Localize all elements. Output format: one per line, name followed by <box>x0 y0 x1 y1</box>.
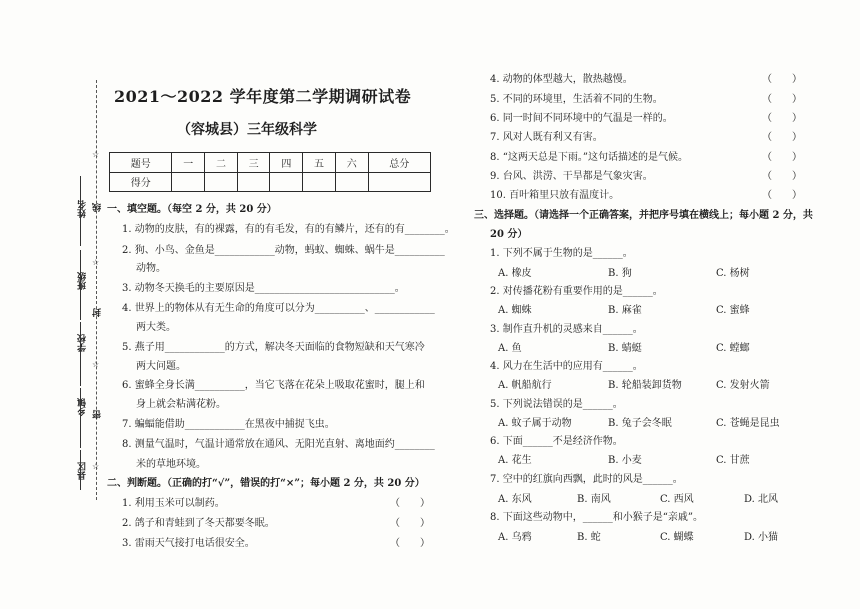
answer-paren[interactable]: （ ） <box>762 171 802 182</box>
answer-paren[interactable]: （ ） <box>762 113 802 124</box>
choice-option-a[interactable]: A. 花生 <box>498 455 532 466</box>
answer-paren[interactable]: （ ） <box>390 518 430 529</box>
county-blank <box>80 450 81 490</box>
table-cell: 一 <box>172 153 205 173</box>
fill-question: 8. 测量气温时，气温计通常放在通风、无阳光直射、离地面约________ <box>122 439 435 450</box>
score-cell[interactable] <box>270 172 303 192</box>
judge-question: 9. 台风、洪涝、干旱都是气象灾害。 <box>490 171 653 182</box>
section3-heading-cont: 20 分） <box>490 229 528 240</box>
choice-option-c[interactable]: C. 杨树 <box>716 268 750 279</box>
seal-char-seal: 封 <box>93 308 103 317</box>
choice-option-c[interactable]: C. 甘蔗 <box>716 455 750 466</box>
choice-question: 3. 制作直升机的灵感来自______。 <box>490 324 643 335</box>
section1-heading: 一、填空题。（每空 2 分，共 20 分） <box>107 204 277 215</box>
school-label: 学校 <box>78 334 88 352</box>
class-label: 班级 <box>78 272 88 290</box>
binding-dashed-line <box>96 80 97 500</box>
answer-paren[interactable]: （ ） <box>762 94 802 105</box>
score-table <box>109 152 431 192</box>
judge-question: 7. 风对人既有利又有害。 <box>490 132 603 143</box>
table-cell: 六 <box>335 153 368 173</box>
choice-option-c[interactable]: C. 发射火箭 <box>716 380 770 391</box>
answer-paren[interactable]: （ ） <box>762 74 802 85</box>
fill-question-cont: 两大问题。 <box>136 361 186 372</box>
fill-question: 2. 狗、小鸟、金鱼是____________动物，蚂蚁、蜘蛛、蜗牛是__________ <box>122 245 445 256</box>
answer-paren[interactable]: （ ） <box>762 132 802 143</box>
judge-question: 5. 不同的环境里，生活着不同的生物。 <box>490 94 663 105</box>
exam-title: 2021～2022 学年度第二学期调研试卷 <box>114 87 412 106</box>
name-blank <box>80 176 81 246</box>
score-table-header-row <box>110 153 431 173</box>
choice-option-d[interactable]: D. 北风 <box>744 494 779 505</box>
choice-option-a[interactable]: A. 蚊子属于动物 <box>498 418 572 429</box>
table-cell: 四 <box>270 153 303 173</box>
county-label: 县区 <box>78 462 88 480</box>
choice-option-a[interactable]: A. 蜘蛛 <box>498 305 532 316</box>
fill-question: 3. 动物冬天换毛的主要原因是____________________________。 <box>122 283 405 294</box>
choice-option-a[interactable]: A. 东风 <box>498 494 532 505</box>
fill-question-cont: 两大类。 <box>136 322 176 333</box>
choice-option-b[interactable]: B. 兔子会冬眠 <box>608 418 672 429</box>
judge-question: 4. 动物的体型越大，散热越慢。 <box>490 74 633 85</box>
star-icon: ☆ <box>92 150 100 159</box>
choice-option-b[interactable]: B. 轮船装卸货物 <box>608 380 682 391</box>
choice-question: 2. 对传播花粉有重要作用的是______。 <box>490 286 663 297</box>
fill-question-cont: 米的草地环境。 <box>136 459 206 470</box>
fill-question: 7. 蝙蝠能借助____________在黑夜中捕捉飞虫。 <box>122 419 335 430</box>
judge-question: 1. 利用玉米可以制药。 <box>122 498 225 509</box>
answer-paren[interactable]: （ ） <box>390 498 430 509</box>
choice-option-b[interactable]: B. 小麦 <box>608 455 642 466</box>
class-blank <box>80 250 81 320</box>
table-cell: 得分 <box>110 172 172 192</box>
judge-question: 3. 雷雨天气接打电话很安全。 <box>122 538 255 549</box>
table-cell: 三 <box>237 153 270 173</box>
score-cell[interactable] <box>237 172 270 192</box>
choice-option-b[interactable]: B. 狗 <box>608 268 632 279</box>
star-icon: ☆ <box>92 360 100 369</box>
score-cell[interactable] <box>368 172 430 192</box>
choice-question: 5. 下列说法错误的是______。 <box>490 399 623 410</box>
choice-option-a[interactable]: A. 乌鸦 <box>498 532 532 543</box>
choice-option-a[interactable]: A. 鱼 <box>498 343 522 354</box>
star-icon: ☆ <box>92 258 100 267</box>
fill-question-cont: 动物。 <box>136 263 166 274</box>
name-label: 姓名 <box>78 200 88 218</box>
judge-question: 8. “这两天总是下雨。”这句话描述的是气候。 <box>490 152 688 163</box>
fill-question: 1. 动物的皮肤，有的裸露，有的有毛发，有的有鳞片，还有的有________。 <box>122 224 455 235</box>
choice-option-b[interactable]: B. 麻雀 <box>608 305 642 316</box>
star-icon: ☆ <box>92 462 100 471</box>
town-blank <box>80 388 81 448</box>
seal-char-secret: 密 <box>93 410 103 419</box>
exam-subtitle: （容城县）三年级科学 <box>177 122 317 138</box>
choice-option-c[interactable]: C. 蜜蜂 <box>716 305 750 316</box>
choice-option-b[interactable]: B. 蜻蜓 <box>608 343 642 354</box>
choice-question: 1. 下列不属于生物的是______。 <box>490 248 633 259</box>
choice-question: 6. 下面______不是经济作物。 <box>490 436 623 447</box>
choice-option-b[interactable]: B. 蛇 <box>577 532 601 543</box>
choice-question: 7. 空中的红旗向西飘，此时的风是______。 <box>490 474 683 485</box>
fill-question: 6. 蜜蜂全身长满__________，当它飞落在花朵上吸取花蜜时，腿上和 <box>122 380 425 391</box>
section3-heading: 三、选择题。（请选择一个正确答案，并把序号填在横线上；每小题 2 分，共 <box>474 210 813 221</box>
fill-question-cont: 身上就会粘满花粉。 <box>136 399 226 410</box>
answer-paren[interactable]: （ ） <box>762 190 802 201</box>
school-blank <box>80 322 81 386</box>
judge-question: 2. 鸽子和青蛙到了冬天都要冬眠。 <box>122 518 275 529</box>
town-label: 乡镇 <box>78 398 88 416</box>
choice-option-d[interactable]: D. 小猫 <box>744 532 779 543</box>
score-cell[interactable] <box>335 172 368 192</box>
table-cell: 五 <box>303 153 336 173</box>
choice-option-c[interactable]: C. 蝴蝶 <box>660 532 694 543</box>
judge-question: 10. 百叶箱里只放有温度计。 <box>490 190 620 201</box>
score-cell[interactable] <box>303 172 336 192</box>
table-cell: 总分 <box>368 153 430 173</box>
section2-heading: 二、判断题。（正确的打“√”，错误的打“×”；每小题 2 分，共 20 分） <box>107 478 425 489</box>
table-cell: 二 <box>205 153 238 173</box>
fill-question: 4. 世界上的物体从有无生命的角度可以分为__________、____________ <box>122 303 435 314</box>
choice-question: 8. 下面这些动物中，______和小猴子是“亲戚”。 <box>490 512 703 523</box>
answer-paren[interactable]: （ ） <box>390 538 430 549</box>
choice-option-c[interactable]: C. 苍蝇是昆虫 <box>716 418 780 429</box>
score-table-score-row <box>110 172 431 192</box>
answer-paren[interactable]: （ ） <box>762 152 802 163</box>
choice-option-b[interactable]: B. 南风 <box>577 494 611 505</box>
choice-question: 4. 风力在生活中的应用有______。 <box>490 361 643 372</box>
score-cell[interactable] <box>172 172 205 192</box>
judge-question: 6. 同一时间不同环境中的气温是一样的。 <box>490 113 673 124</box>
choice-option-a[interactable]: A. 橡皮 <box>498 268 532 279</box>
choice-option-c[interactable]: C. 西风 <box>660 494 694 505</box>
fill-question: 5. 燕子用____________的方式，解决冬天面临的食物短缺和天气寒冷 <box>122 342 425 353</box>
choice-option-c[interactable]: C. 螳螂 <box>716 343 750 354</box>
choice-option-a[interactable]: A. 帆船航行 <box>498 380 552 391</box>
score-cell[interactable] <box>205 172 238 192</box>
seal-char-line: 线 <box>93 203 103 212</box>
table-cell: 题号 <box>110 153 172 173</box>
